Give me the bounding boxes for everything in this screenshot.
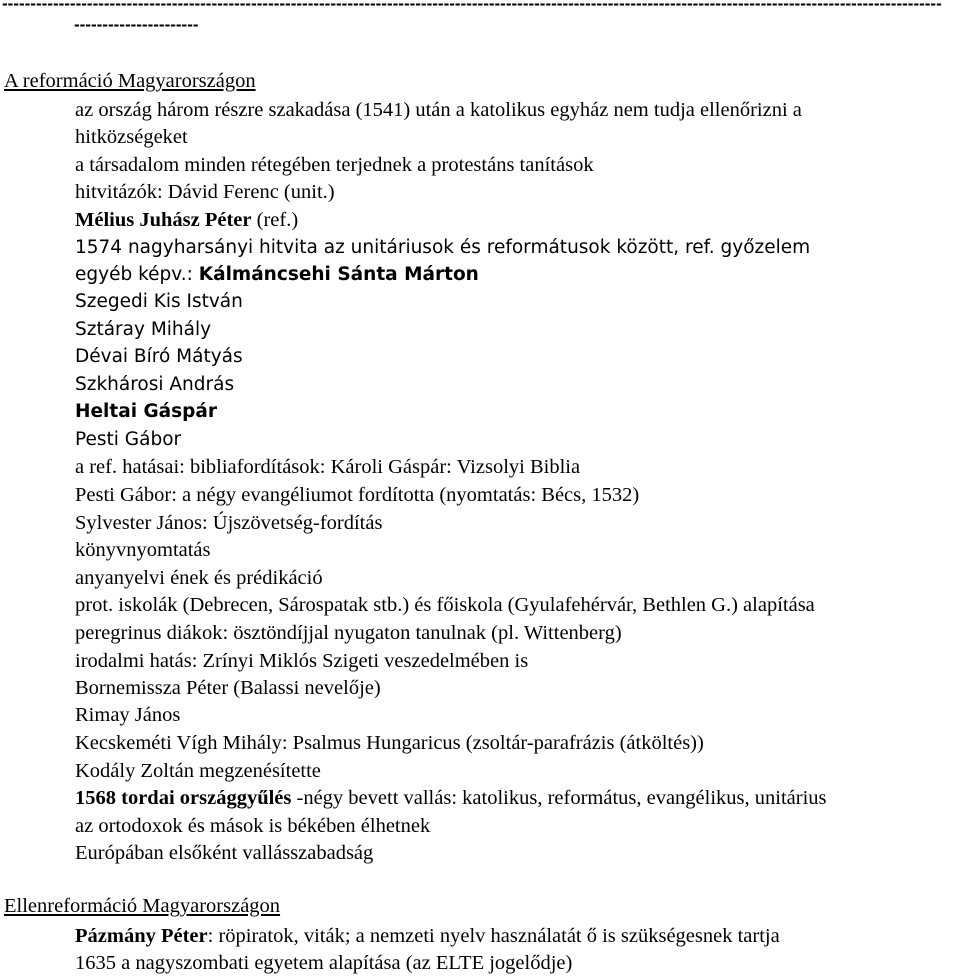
text-span: egyéb képv.: [75, 264, 199, 285]
text-line: anyanyelvi ének és prédikáció [75, 567, 323, 589]
bold-name: Kálmáncsehi Sánta Márton [198, 264, 479, 285]
text-line [75, 262, 479, 288]
bold-name: 1568 tordai országgyűlés [75, 787, 292, 809]
bold-name: Mélius Juhász Péter [75, 209, 252, 231]
text-line: Sztáray Mihály [75, 319, 212, 340]
text-span: -négy bevett vallás: katolikus, református, evangélikus, unitárius [291, 787, 827, 809]
text-line: irodalmi hatás: Zrínyi Miklós Szigeti veszedelmében is [75, 650, 529, 672]
text-line: Pesti Gábor [75, 429, 182, 450]
text-line: Pesti Gábor: a négy evangéliumot fordította (nyomtatás: Bécs, 1532) [75, 484, 640, 506]
text-line: Kodály Zoltán megzenésítette [75, 760, 321, 782]
section-heading-reformation: A reformáció Magyarországon [4, 70, 256, 92]
bold-name: Pázmány Péter [75, 925, 208, 947]
text-line: 1574 nagyharsányi hitvita az unitáriusok és reformátusok között, ref. győzelem [75, 237, 811, 258]
text-line: Kecskeméti Vígh Mihály: Psalmus Hungaricus (zsoltár-parafrázis (átköltés)) [75, 732, 704, 754]
text-line: 1635 a nagyszombati egyetem alapítása (az ELTE jogelődje) [75, 952, 573, 974]
separator-line: ---------------------------------------------------------------------------------------------------------------------------------------------------------------------- [2, 0, 942, 13]
text-line [75, 923, 780, 949]
text-line: az ortodoxok és mások is békében élhetnek [75, 815, 431, 837]
text-line: prot. iskolák (Debrecen, Sárospatak stb.) és főiskola (Gyulafehérvár, Bethlen G.) alapítása [75, 594, 815, 616]
text-line: Szegedi Kis István [75, 291, 243, 312]
separator-line-short: ---------------------- [74, 15, 199, 34]
text-line: az ország három részre szakadása (1541) után a katolikus egyház nem tudja ellenőrizni a [75, 99, 802, 121]
text-line: Európában elsőként vallásszabadság [75, 842, 374, 864]
text-line: Szkhárosi András [75, 374, 235, 395]
text-line: könyvnyomtatás [75, 539, 211, 561]
text-line: a társadalom minden rétegében terjednek a protestáns tanítások [75, 154, 594, 176]
text-line: hitvitázók: Dávid Ferenc (unit.) [75, 181, 335, 203]
text-line: Rimay János [75, 704, 181, 726]
text-line: Bornemissza Péter (Balassi nevelője) [75, 677, 381, 699]
text-line [75, 207, 298, 233]
text-line: Heltai Gáspár [75, 401, 218, 422]
text-line: peregrinus diákok: ösztöndíjjal nyugaton tanulnak (pl. Wittenberg) [75, 622, 622, 644]
text-line: hitközségeket [75, 126, 188, 148]
text-line: Sylvester János: Újszövetség-fordítás [75, 512, 383, 534]
text-line: a ref. hatásai: bibliafordítások: Károli Gáspár: Vizsolyi Biblia [75, 456, 581, 478]
text-line [75, 785, 827, 811]
section-heading-counter-reformation: Ellenreformáció Magyarországon [4, 895, 281, 917]
text-line: Dévai Bíró Mátyás [75, 346, 243, 367]
text-span: (ref.) [251, 209, 299, 231]
text-span: : röpiratok, viták; a nemzeti nyelv használatát ő is szükségesnek tartja [207, 925, 780, 947]
